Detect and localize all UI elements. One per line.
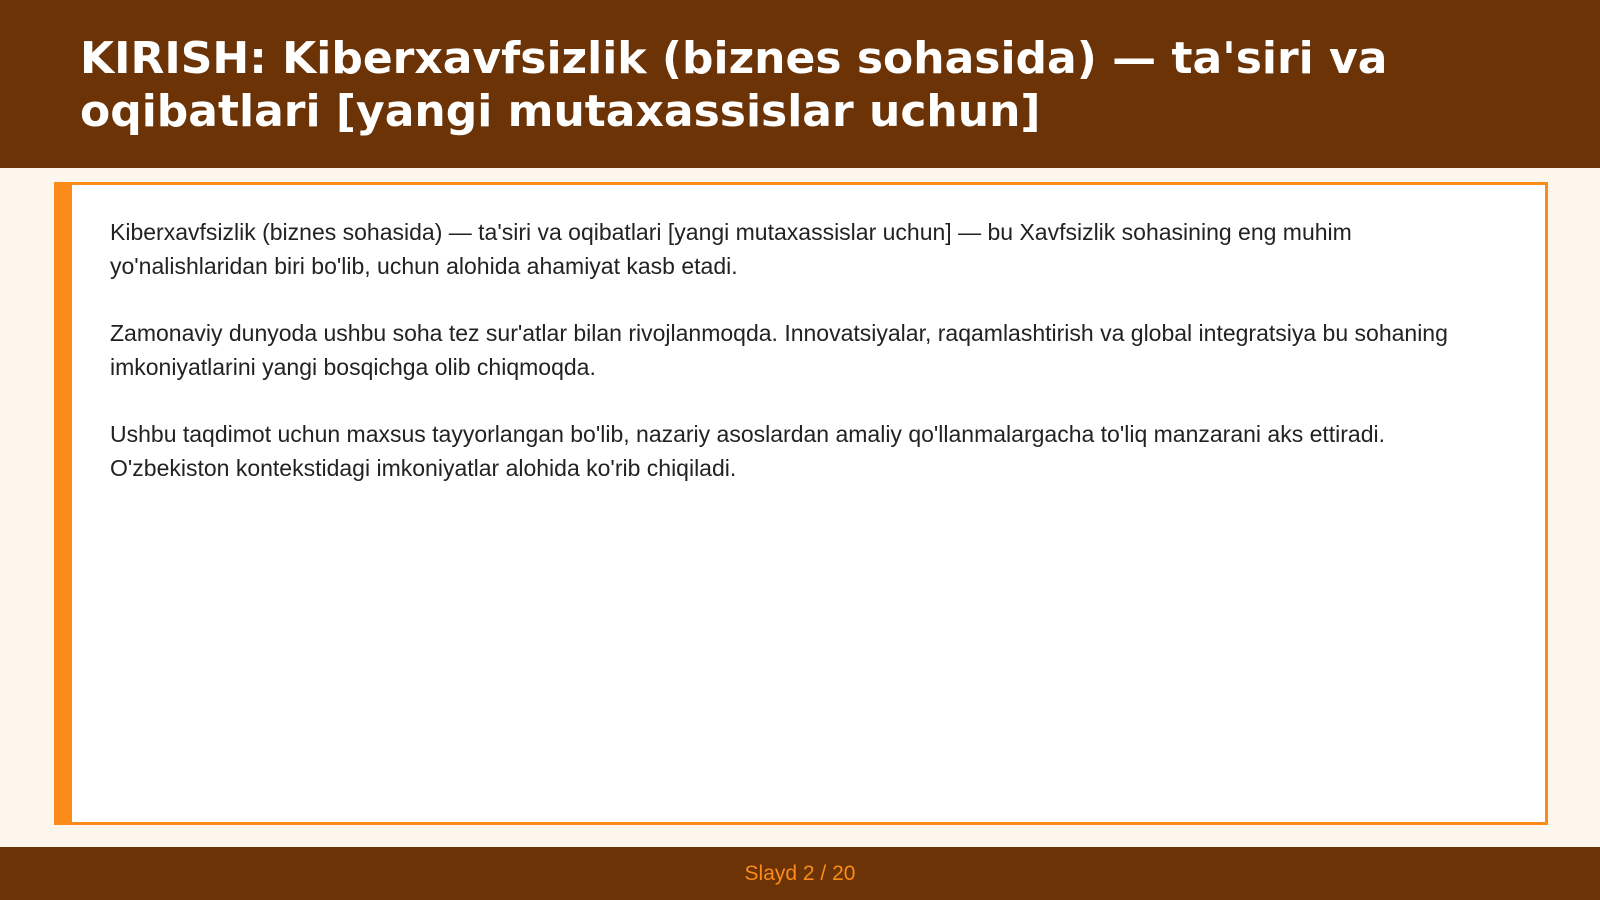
paragraph-modern-world: Zamonaviy dunyoda ushbu soha tez sur'atlar bilan rivojlanmoqda. Innovatsiyalar, raqamlashtirish va global integratsiya bu sohaning imkoniyatlarini yangi bosqichga olib chiqmoqda. (110, 320, 1448, 380)
slide-footer (0, 847, 1600, 900)
slide-title: KIRISH: Kiberxavfsizlik (biznes sohasida) — ta'siri va oqibatlari [yangi mutaxassislar uchun] (80, 33, 1388, 137)
slide-header (0, 0, 1600, 168)
paragraph-presentation-scope: Ushbu taqdimot uchun maxsus tayyorlangan bo'lib, nazariy asoslardan amaliy qo'llanmalargacha to'liq manzarani aks ettiradi. O'zbekiston kontekstidagi imkoniyatlar alohida ko'rib chiqiladi. (110, 421, 1386, 481)
paragraph-intro: Kiberxavfsizlik (biznes sohasida) — ta'siri va oqibatlari [yangi mutaxassislar uchun] — bu Xavfsizlik sohasining eng muhim yo'nalishlaridan biri bo'lib, uchun alohida ahamiyat kasb etadi. (110, 219, 1352, 279)
slide-number: Slayd 2 / 20 (744, 861, 856, 885)
content-box (54, 182, 1548, 825)
